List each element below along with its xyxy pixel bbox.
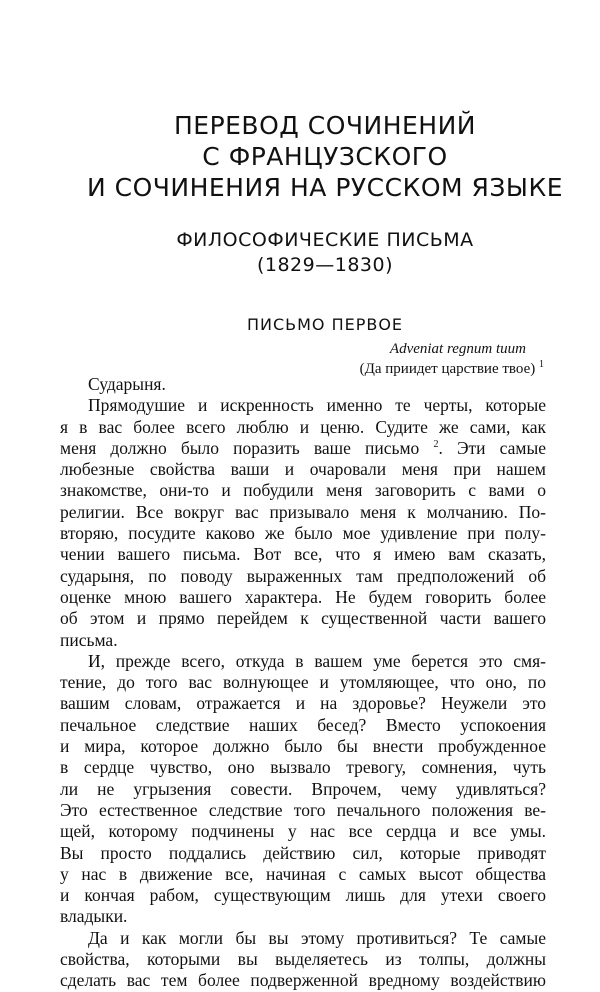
line-text: тение, до того вас волнующее и утомляющее, что оно, по — [60, 672, 546, 693]
line-text: меня должно было поразить ваше письмо — [60, 437, 420, 458]
line-text: у нас в движение все, начиная с самых высот общества — [60, 863, 546, 884]
line-text: об этом и прямо перейдем к существенной части вашего — [60, 608, 546, 629]
title-line: ПЕРЕВОД СОЧИНЕНИЙ — [173, 111, 477, 140]
text-line — [60, 395, 546, 416]
salutation: Сударыня. — [88, 374, 166, 394]
text-line — [60, 949, 546, 970]
line-text: религии. Все вокруг вас призывало меня к молчанию. По- — [60, 501, 546, 522]
text-line — [60, 736, 546, 757]
footnote-marker: 2 — [433, 439, 439, 451]
text-line — [60, 864, 546, 885]
line-text: сударыня, по поводу выраженных там предположений об — [60, 565, 546, 586]
text-line — [60, 970, 546, 991]
line-text: любезные свойства ваши и очаровали меня при нашем — [60, 459, 546, 480]
line-text: я в вас более всего люблю и ценю. Судите же сами, как — [60, 416, 546, 437]
line-text: ли не угрызения совести. Впрочем, чему удивляться? — [60, 778, 546, 799]
text-line — [60, 821, 546, 842]
text-line — [60, 757, 546, 778]
letter-body — [60, 374, 546, 992]
title-line: С ФРАНЦУЗСКОГО — [202, 142, 448, 171]
line-text: в сердце чувство, оно вызвало тревогу, сомнения, чуть — [60, 757, 546, 778]
footnote-marker: 1 — [539, 359, 544, 370]
epigraph-latin: Adveniat regnum tuum — [389, 341, 526, 357]
text-line — [60, 587, 546, 608]
line-text: письма. — [60, 629, 118, 650]
text-line — [60, 544, 546, 565]
line-text: И, прежде всего, откуда в вашем уме берется это смя- — [88, 650, 546, 671]
title-line: И СОЧИНЕНИЯ НА РУССКОМ ЯЗЫКЕ — [86, 173, 564, 202]
line-text: Это естественное следствие того печального положения ве- — [60, 799, 546, 820]
line-text: оценке мною вашего характера. Не будем говорить более — [60, 586, 546, 607]
text-line — [60, 779, 546, 800]
letter-heading: ПИСЬМО ПЕРВОЕ — [246, 315, 404, 334]
line-text: Прямодушие и искренность именно те черты, которые — [88, 395, 546, 416]
line-text: чении вашего письма. Вот все, что я имею вам сказать, — [60, 544, 546, 565]
text-line — [60, 566, 546, 587]
page-title — [0, 110, 600, 203]
line-text: . Эти самые — [438, 437, 547, 458]
epigraph — [360, 339, 544, 379]
subtitle-dates: (1829—1830) — [256, 254, 394, 276]
text-line — [60, 672, 546, 693]
section-subtitle — [0, 228, 600, 278]
text-line — [60, 523, 546, 544]
text-line — [60, 608, 546, 629]
text-line — [60, 885, 546, 906]
text-line — [60, 502, 546, 523]
text-line — [60, 480, 546, 501]
text-line — [60, 651, 546, 672]
text-line — [60, 906, 546, 927]
text-line — [60, 928, 546, 949]
line-text: щей, которому подчинены у нас все сердца и все умы. — [60, 821, 546, 842]
text-line — [60, 800, 546, 821]
line-text: владыки. — [60, 906, 128, 927]
text-line — [60, 417, 546, 438]
line-text: и мира, которое должно было бы внести пробужденное — [60, 736, 546, 757]
line-text: вторяю, посудите каково же было мое удивление при полу- — [60, 523, 546, 544]
line-text: Да и как могли бы вы этому противиться? Те самые — [88, 927, 546, 948]
line-text: и кончая рабом, существующим лишь для утехи своего — [60, 885, 546, 906]
text-line — [60, 715, 546, 736]
line-text: знакомстве, они-то и побудили меня заговорить с вами о — [60, 480, 546, 501]
text-line — [60, 843, 546, 864]
subtitle-line: ФИЛОСОФИЧЕСКИЕ ПИСЬМА — [176, 229, 474, 251]
epigraph-translation: (Да приидет царствие твое) — [359, 361, 536, 377]
line-text: печальное следствие наших бесед? Вместо успокоения — [60, 714, 546, 735]
text-line — [60, 438, 546, 459]
line-text: сделать вас тем более подверженной вредному воздействию — [60, 970, 546, 991]
line-text: вашим словам, отражается и на здоровье? Неужели это — [60, 693, 546, 714]
line-text: свойства, которыми вы выделяетесь из толпы, должны — [60, 949, 546, 970]
text-line — [60, 459, 546, 480]
text-line — [60, 693, 546, 714]
text-line — [60, 630, 546, 651]
line-text: Вы просто поддались действию сил, которые приводят — [60, 842, 546, 863]
